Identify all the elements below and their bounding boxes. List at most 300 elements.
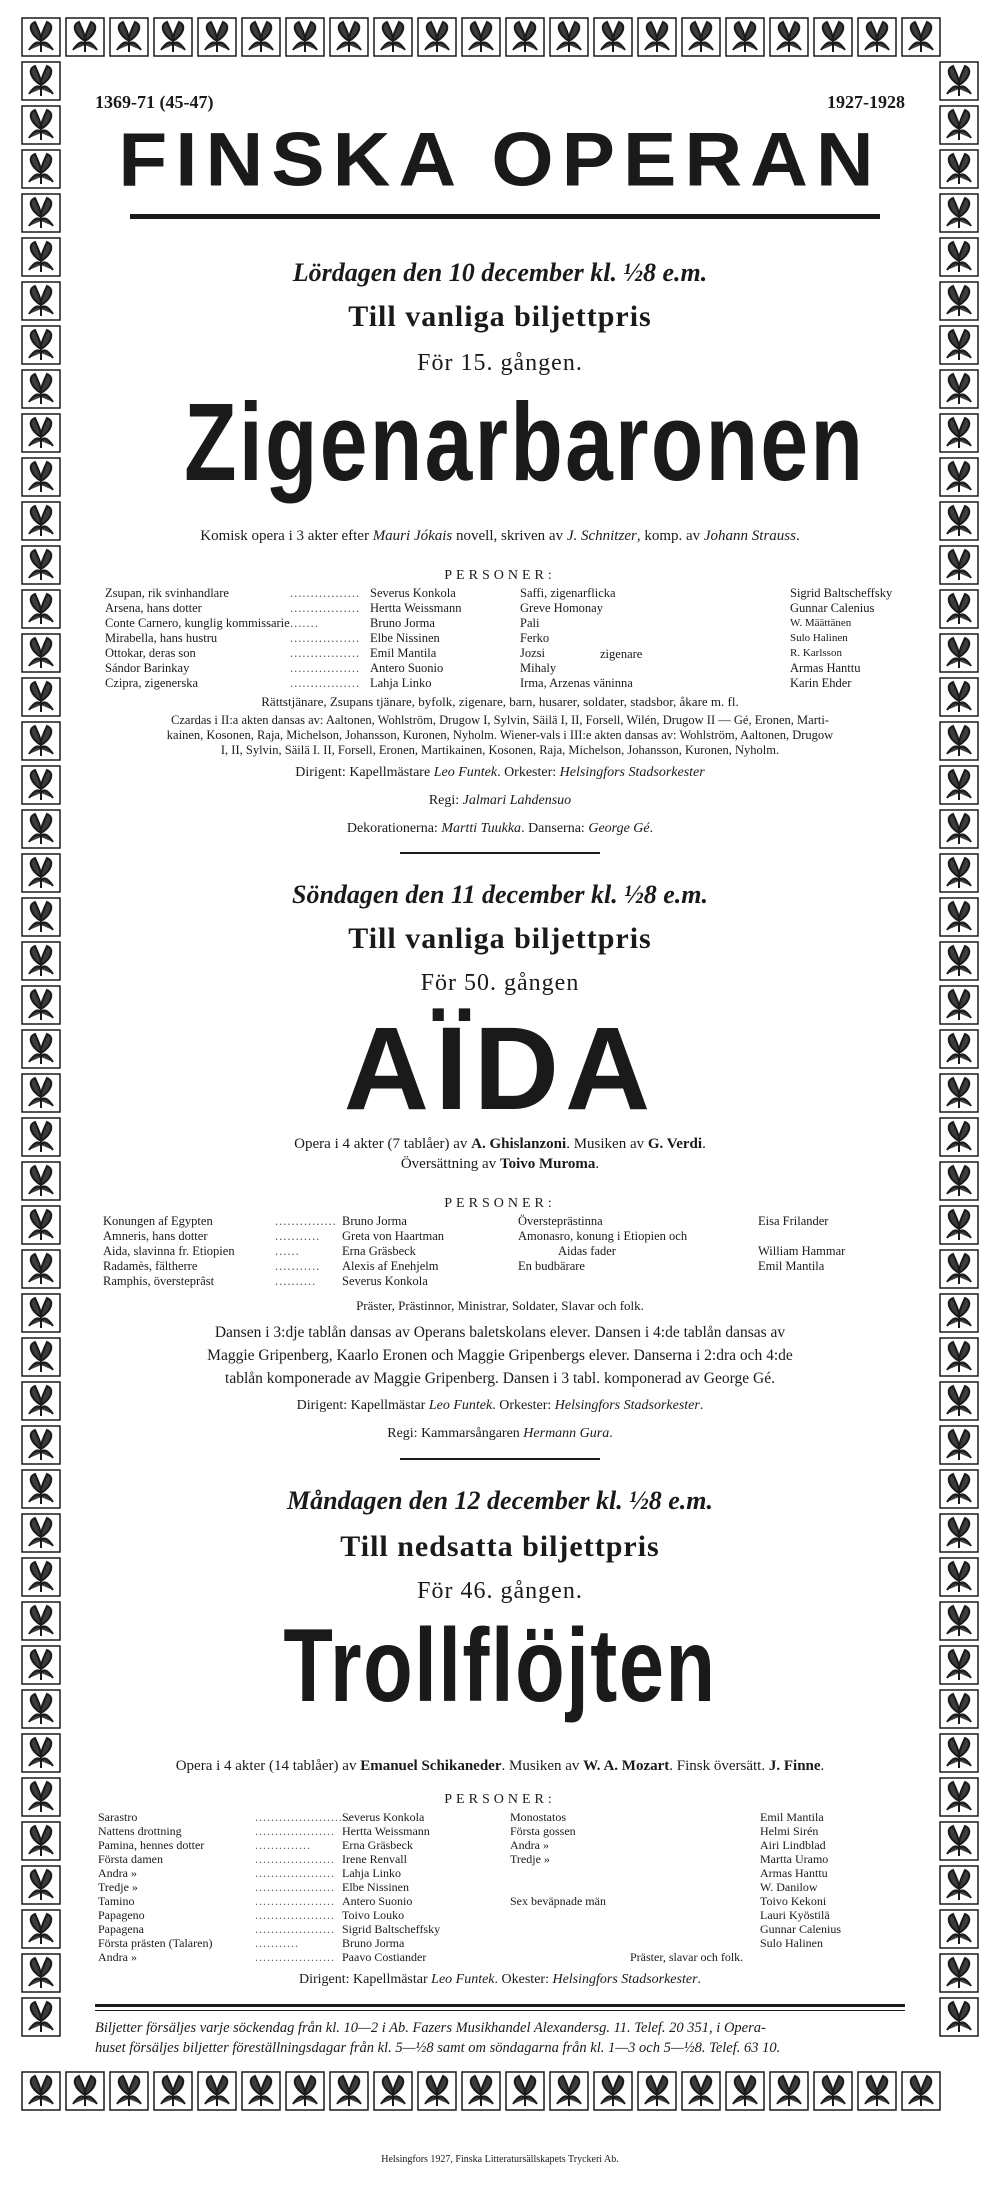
perf1-title: Zigenarbaronen	[184, 381, 866, 504]
border-ornament-icon	[22, 1074, 60, 1112]
border-ornament-icon	[110, 18, 148, 56]
border-ornament-icon	[22, 854, 60, 892]
border-ornament-icon	[22, 766, 60, 804]
ticket-info	[95, 2018, 905, 2058]
border-ornament-icon	[940, 1954, 978, 1992]
actor: Armas Hanttu	[790, 661, 861, 675]
desc-text: .	[702, 1136, 706, 1152]
desc-text: Emanuel Schikaneder	[360, 1758, 502, 1774]
credit-text: Leo Funtek	[428, 1398, 493, 1413]
role: Sándor Barinkay	[105, 661, 190, 675]
border-ornament-icon	[940, 722, 978, 760]
desc-text: Komisk opera i 3 akter efter	[200, 528, 373, 544]
border-ornament-icon	[286, 18, 324, 56]
border-ornament-icon	[22, 810, 60, 848]
credit-text: .	[609, 1426, 613, 1441]
border-ornament-icon	[154, 2072, 192, 2110]
role: Pali	[520, 616, 540, 630]
border-ornament-icon	[22, 1294, 60, 1332]
divider	[400, 1458, 600, 1460]
role: Zsupan, rik svinhandlare	[105, 586, 229, 600]
title-rule	[130, 214, 880, 219]
role: Conte Carnero, kunglig kommissarie	[105, 616, 290, 630]
border-ornament-icon	[940, 150, 978, 188]
printer-credit: Helsingfors 1927, Finska Litteratursällskapets Tryckeri Ab.	[381, 2154, 619, 2165]
perf1-dance-1: Czardas i II:a akten dansas av: Aaltonen, Wohlström, Drugow I, Sylvin, Säilä I, II, Forsell, Wilén, Drugow II — Gé, Eronen, Marti-	[171, 713, 829, 727]
border-ornament-icon	[66, 2072, 104, 2110]
credit-text: Helsingfors Stadsorkester	[559, 765, 705, 780]
perf2-right-actors	[758, 1214, 845, 1274]
credit-text: .	[697, 1972, 702, 1987]
desc-text: Mauri Jókais	[372, 528, 453, 544]
border-ornament-icon	[330, 18, 368, 56]
border-ornament-icon	[462, 2072, 500, 2110]
role: Ferko	[520, 631, 550, 645]
credit-text: Jalmari Lahdensuo	[462, 793, 572, 808]
actor: Severus Konkola	[342, 1274, 428, 1288]
actor: William Hammar	[758, 1244, 846, 1258]
perf1-left-actors	[370, 586, 461, 691]
border-ornament-icon	[22, 722, 60, 760]
actor: Lauri Kyöstilä	[760, 1908, 830, 1922]
actor	[758, 1229, 845, 1244]
border-ornament-icon	[550, 18, 588, 56]
border-ornament-icon	[22, 458, 60, 496]
actor: Eisa Frilander	[758, 1214, 829, 1228]
actor: Elbe Nissinen	[370, 631, 440, 645]
border-ornament-icon	[22, 238, 60, 276]
desc-text: .	[820, 1758, 825, 1774]
perf1-price: Till vanliga biljettpris	[348, 300, 652, 333]
border-ornament-icon	[22, 1250, 60, 1288]
perf2-left-actors	[342, 1214, 444, 1289]
perf2-price: Till vanliga biljettpris	[348, 922, 652, 955]
desc-text: novell, skriven av	[452, 528, 567, 544]
role: Tredje »	[510, 1852, 550, 1866]
border-ornament-icon	[22, 150, 60, 188]
border-ornament-icon	[940, 898, 978, 936]
border-ornament-icon	[682, 2072, 720, 2110]
border-ornament-icon	[940, 326, 978, 364]
border-ornament-icon	[940, 62, 978, 100]
border-ornament-icon	[770, 18, 808, 56]
perf2-dots: ............... ........... ...... ........... ..........	[275, 1214, 337, 1288]
desc-text: Opera i 4 akter (14 tablåer) av	[175, 1758, 361, 1774]
border-ornament-icon	[22, 1866, 60, 1904]
border-ornament-icon	[22, 1118, 60, 1156]
border-ornament-icon	[940, 1998, 978, 2036]
credit-text: .	[649, 821, 654, 836]
role: Saffi, zigenarflicka	[520, 586, 616, 600]
border-ornament-icon	[22, 898, 60, 936]
border-ornament-icon	[22, 1778, 60, 1816]
main-title: FINSKA OPERAN	[118, 117, 882, 202]
role	[510, 1922, 743, 1936]
border-ornament-icon	[506, 18, 544, 56]
credit-text: Dekorationerna:	[346, 821, 442, 836]
desc-text: .	[795, 528, 800, 544]
border-ornament-icon	[940, 502, 978, 540]
border-ornament-icon	[940, 942, 978, 980]
border-ornament-icon	[22, 18, 60, 56]
credit-text: .	[699, 1398, 704, 1413]
border-ornament-icon	[940, 458, 978, 496]
border-ornament-icon	[814, 2072, 852, 2110]
role: Första prästen (Talaren)	[98, 1936, 213, 1950]
actor: Elbe Nissinen	[342, 1880, 409, 1894]
border-ornament-icon	[940, 1822, 978, 1860]
perf1-zigenare: zigenare	[600, 647, 643, 661]
credit-text: . Okester:	[494, 1972, 553, 1987]
perf2-extras: Präster, Prästinnor, Ministrar, Soldater, Slavar och folk.	[356, 1298, 644, 1313]
desc-text: Opera i 4 akter (7 tablåer) av	[294, 1136, 472, 1152]
credit-text: Dirigent: Kapellmästar	[296, 1398, 429, 1413]
perf3-price: Till nedsatta biljettpris	[340, 1530, 660, 1563]
border-ornament-icon	[726, 2072, 764, 2110]
role: Nattens drottning	[98, 1824, 182, 1838]
actor: Severus Konkola	[370, 586, 456, 600]
role: Första damen	[98, 1852, 163, 1866]
perf1-direction	[95, 793, 905, 809]
border-ornament-icon	[22, 194, 60, 232]
actor: Helmi Sirén	[760, 1824, 819, 1838]
actor: Bruno Jorma	[342, 1936, 405, 1950]
border-ornament-icon	[682, 18, 720, 56]
border-ornament-icon	[940, 370, 978, 408]
border-ornament-icon	[22, 1558, 60, 1596]
actor: Bruno Jorma	[342, 1214, 407, 1228]
perf3-conductor	[95, 1972, 905, 1988]
perf3-left-roles	[98, 1810, 212, 1964]
perf2-conductor	[95, 1398, 905, 1414]
border-ornament-icon	[22, 414, 60, 452]
border-ornament-icon	[22, 1734, 60, 1772]
perf2-dance-1: Dansen i 3:dje tablån dansas av Operans baletskolans elever. Dansen i 4:de tablån dansas av	[214, 1324, 786, 1341]
perf1-decor	[95, 821, 905, 837]
border-ornament-icon	[22, 1998, 60, 2036]
border-ornament-icon	[66, 18, 104, 56]
perf3-right-roles	[510, 1810, 743, 1964]
role: Radamès, fältherre	[103, 1259, 198, 1273]
credit-text: Helsingfors Stadsorkester	[554, 1398, 700, 1413]
border-ornament-icon	[902, 18, 940, 56]
actor: Hertta Weissmann	[370, 601, 462, 615]
actor: Bruno Jorma	[370, 616, 435, 630]
perf1-right-actors	[790, 586, 892, 691]
role: Greve Homonay	[520, 601, 603, 615]
role: Översteprästinna	[518, 1214, 603, 1228]
credit-text: . Danserna:	[521, 821, 589, 836]
border-ornament-icon	[154, 18, 192, 56]
actor: Paavo Costiander	[342, 1950, 427, 1964]
perf2-dance-3: tablån komponerade av Maggie Gripenberg. Dansen i 3 tabl. komponerad av George Gé.	[225, 1370, 775, 1387]
desc-text: Översättning av	[400, 1156, 500, 1172]
border-ornament-icon	[22, 678, 60, 716]
credit-text: Regi: Kammarsångaren	[387, 1426, 524, 1441]
actor: Lahja Linko	[342, 1866, 401, 1880]
border-ornament-icon	[22, 1646, 60, 1684]
perf1-left-roles	[105, 586, 290, 691]
actor: Gunnar Calenius	[760, 1922, 841, 1936]
perf1-extras: Rättstjänare, Zsupans tjänare, byfolk, zigenare, barn, husarer, soldater, stadsbor, åkare m. fl.	[261, 694, 739, 709]
border-ornament-icon	[940, 1294, 978, 1332]
desc-text: W. A. Mozart	[583, 1758, 670, 1774]
desc-text: . Musiken av	[566, 1136, 648, 1152]
perf3-personer: PERSONER:	[444, 1792, 556, 1807]
actor: Alexis af Enehjelm	[342, 1259, 439, 1273]
role: Sarastro	[98, 1810, 138, 1824]
role: Första gossen	[510, 1824, 576, 1838]
actor: Armas Hanttu	[760, 1866, 828, 1880]
desc-text: . Finsk översätt.	[669, 1758, 769, 1774]
perf2-right-roles	[518, 1214, 687, 1274]
desc-text: .	[595, 1156, 600, 1172]
border-ornament-icon	[22, 1602, 60, 1640]
border-ornament-icon	[940, 238, 978, 276]
border-ornament-icon	[940, 1470, 978, 1508]
ticket-rule-top	[95, 2004, 905, 2007]
border-ornament-icon	[22, 1382, 60, 1420]
border-ornament-icon	[22, 1910, 60, 1948]
border-ornament-icon	[22, 634, 60, 672]
role: Papagena	[98, 1922, 144, 1936]
border-ornament-icon	[374, 2072, 412, 2110]
border-ornament-icon	[22, 1690, 60, 1728]
border-ornament-icon	[940, 1162, 978, 1200]
perf2-direction	[95, 1426, 905, 1442]
perf1-count: För 15. gången.	[417, 350, 583, 376]
border-ornament-icon	[940, 1602, 978, 1640]
desc-text: Toivo Muroma	[499, 1156, 596, 1172]
perf3-left-actors	[342, 1810, 440, 1964]
actor: W. Määttänen	[790, 617, 852, 629]
actor: Karin Ehder	[790, 676, 852, 690]
border-ornament-icon	[940, 1206, 978, 1244]
perf3-count: För 46. gången.	[417, 1578, 583, 1604]
border-ornament-icon	[198, 2072, 236, 2110]
border-ornament-icon	[940, 1690, 978, 1728]
role	[510, 1936, 743, 1950]
border-ornament-icon	[22, 1822, 60, 1860]
actor: Erna Gräsbeck	[342, 1838, 413, 1852]
border-ornament-icon	[22, 590, 60, 628]
border-ornament-icon	[902, 2072, 940, 2110]
border-ornament-icon	[940, 810, 978, 848]
role: Tredje »	[98, 1880, 138, 1894]
border-ornament-icon	[22, 1426, 60, 1464]
role: Mihaly	[520, 661, 557, 675]
border-ornament-icon	[22, 62, 60, 100]
border-ornament-icon	[242, 18, 280, 56]
role: Sex beväpnade män	[510, 1894, 606, 1908]
border-ornament-icon	[940, 678, 978, 716]
border-ornament-icon	[940, 1514, 978, 1552]
ticket-rule-top-thin	[95, 2010, 905, 2011]
border-ornament-icon	[330, 2072, 368, 2110]
actor: R. Karlsson	[790, 647, 842, 659]
actor: Emil Mantila	[370, 646, 437, 660]
actor: Sigrid Baltscheffsky	[790, 586, 893, 600]
perf2-count: För 50. gången	[420, 970, 580, 996]
border-ornament-icon	[940, 194, 978, 232]
border-ornament-icon	[22, 986, 60, 1024]
border-ornament-icon	[594, 2072, 632, 2110]
desc-text: J. Schnitzer	[566, 528, 637, 544]
credit-text: Leo Funtek	[431, 1972, 495, 1987]
border-ornament-icon	[594, 18, 632, 56]
perf2-dance-2: Maggie Gripenberg, Kaarlo Eronen och Maggie Gripenbergs elever. Danserna i 2:dra och 4:de	[207, 1347, 793, 1364]
border-ornament-icon	[940, 106, 978, 144]
perf3-desc	[95, 1758, 905, 1775]
border-ornament-icon	[22, 2072, 60, 2110]
border-ornament-icon	[22, 326, 60, 364]
role: Andra »	[510, 1838, 549, 1852]
credit-text: George Gé	[588, 821, 650, 836]
border-ornament-icon	[940, 282, 978, 320]
border-ornament-icon	[418, 2072, 456, 2110]
actor: Erna Gräsbeck	[342, 1244, 416, 1258]
actor: Sulo Halinen	[760, 1936, 823, 1950]
role: Ottokar, deras son	[105, 646, 196, 660]
border-ornament-icon	[22, 1162, 60, 1200]
perf1-personer: PERSONER:	[444, 568, 556, 583]
border-ornament-icon	[770, 2072, 808, 2110]
actor: Antero Suonio	[342, 1894, 413, 1908]
role: Mirabella, hans hustru	[105, 631, 218, 645]
border-ornament-icon	[462, 18, 500, 56]
border-ornament-icon	[726, 18, 764, 56]
actor: Martta Uramo	[760, 1852, 829, 1866]
border-ornament-icon	[940, 1558, 978, 1596]
desc-text: J. Finne	[768, 1758, 821, 1774]
border-ornament-icon	[418, 18, 456, 56]
actor: Severus Konkola	[342, 1810, 425, 1824]
perf3-title: Trollflöjten	[283, 1608, 717, 1724]
role: Amonasro, konung i Etiopien och	[518, 1229, 688, 1243]
perf3-right-actors	[760, 1810, 841, 1950]
role: Aidas fader	[558, 1244, 616, 1258]
credit-text: Leo Funtek	[433, 765, 498, 780]
border-ornament-icon	[198, 18, 236, 56]
credit-text: Dirigent: Kapellmästar	[298, 1972, 432, 1987]
role	[510, 1908, 743, 1922]
header-row	[95, 92, 905, 113]
border-ornament-icon	[940, 414, 978, 452]
border-ornament-icon	[814, 18, 852, 56]
ticket-line: Biljetter försäljes varje söckendag från kl. 10—2 i Ab. Fazers Musikhandel Alexandersg. 11. Telef. 20 351, i Opera-	[95, 2020, 766, 2036]
border-ornament-icon	[638, 2072, 676, 2110]
border-ornament-icon	[940, 1426, 978, 1464]
border-ornament-icon	[22, 502, 60, 540]
border-ornament-icon	[858, 18, 896, 56]
perf1-dots: ................. ................. ....... ................. ................. ................. .................	[290, 586, 361, 690]
actor: Airi Lindblad	[760, 1838, 826, 1852]
border-ornament-icon	[374, 18, 412, 56]
role: Irma, Arzenas väninna	[520, 676, 633, 690]
border-ornament-icon	[22, 1470, 60, 1508]
role: Pamina, hennes dotter	[98, 1838, 205, 1852]
border-ornament-icon	[22, 942, 60, 980]
actor: Emil Mantila	[758, 1259, 825, 1273]
perf3-date: Måndagen den 12 december kl. ½8 e.m.	[286, 1486, 714, 1515]
actor: Toivo Kekoni	[760, 1894, 827, 1908]
border-ornament-icon	[550, 2072, 588, 2110]
poster-number: 1369-71 (45-47)	[95, 92, 214, 112]
border-ornament-icon	[940, 1030, 978, 1068]
credit-text: Regi:	[428, 793, 463, 808]
role	[510, 1880, 743, 1894]
credit-text: . Orkester:	[497, 765, 560, 780]
border-ornament-icon	[22, 106, 60, 144]
desc-text: G. Verdi	[647, 1136, 703, 1152]
border-ornament-icon	[22, 546, 60, 584]
border-ornament-icon	[940, 1646, 978, 1684]
role: Monostatos	[510, 1810, 567, 1824]
desc-text: A. Ghislanzoni	[471, 1136, 567, 1152]
role: Andra »	[98, 1866, 137, 1880]
border-ornament-icon	[940, 1382, 978, 1420]
border-ornament-icon	[22, 1514, 60, 1552]
border-ornament-icon	[940, 1118, 978, 1156]
role: Czipra, zigenerska	[105, 676, 199, 690]
perf3-dots: ........................ .................... .............. .................... .................... .................... .................... .................... .................... ........... ....................	[255, 1810, 351, 1964]
divider	[400, 852, 600, 854]
border-ornament-icon	[940, 1338, 978, 1376]
role: Ramphis, översteprâst	[103, 1274, 215, 1288]
border-ornament-icon	[940, 766, 978, 804]
actor: Greta von Haartman	[342, 1229, 445, 1243]
border-ornament-icon	[940, 1734, 978, 1772]
border-ornament-icon	[940, 1778, 978, 1816]
border-ornament-icon	[940, 590, 978, 628]
credit-text: . Orkester:	[492, 1398, 555, 1413]
season: 1927-1928	[827, 92, 905, 112]
border-ornament-icon	[940, 1074, 978, 1112]
actor: W. Danilow	[760, 1880, 818, 1894]
credit-text: Dirigent: Kapellmästare	[295, 765, 434, 780]
border-ornament-icon	[22, 370, 60, 408]
actor: Emil Mantila	[760, 1810, 824, 1824]
role: Arsena, hans dotter	[105, 601, 202, 615]
perf1-date: Lördagen den 10 december kl. ½8 e.m.	[292, 258, 708, 287]
role: Konungen af Egypten	[103, 1214, 213, 1228]
border-ornament-icon	[940, 1910, 978, 1948]
role: Tamino	[98, 1894, 135, 1908]
border-ornament-icon	[242, 2072, 280, 2110]
border-ornament-icon	[286, 2072, 324, 2110]
perf2-desc	[95, 1136, 905, 1153]
role: En budbärare	[518, 1259, 585, 1273]
desc-text: , komp. av	[636, 528, 704, 544]
actor: Hertta Weissmann	[342, 1824, 430, 1838]
border-ornament-icon	[22, 282, 60, 320]
role: Andra »	[98, 1950, 137, 1964]
border-ornament-icon	[940, 854, 978, 892]
ticket-line: huset försäljes biljetter föreställningsdagar från kl. 5—½8 samt om söndagarna från kl. 1—3 och 5—½8. Telef. 63 10.	[95, 2040, 781, 2056]
border-ornament-icon	[940, 1250, 978, 1288]
credit-text: Hermann Gura	[523, 1426, 610, 1441]
role: Aida, slavinna fr. Etiopien	[103, 1244, 235, 1258]
border-ornament-icon	[940, 634, 978, 672]
role: Papageno	[98, 1908, 145, 1922]
border-ornament-icon	[22, 1954, 60, 1992]
role	[510, 1866, 743, 1880]
actor: Antero Suonio	[370, 661, 444, 675]
perf1-dance-3: I, II, Sylvin, Säilä I. II, Forsell, Eronen, Martikainen, Kosonen, Raja, Michelson, Johansson, Kuronen, Nyholm.	[220, 743, 780, 757]
actor: Sigrid Baltscheffsky	[342, 1922, 441, 1936]
actor: Toivo Louko	[342, 1908, 405, 1922]
border-ornament-icon	[22, 1206, 60, 1244]
